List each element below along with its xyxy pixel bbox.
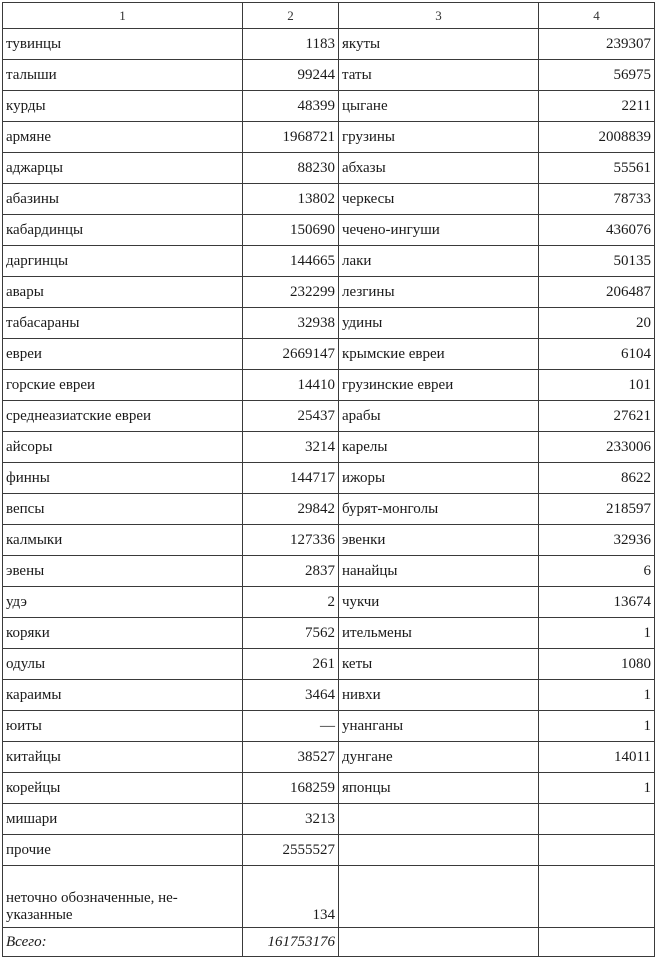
empty-cell: [339, 866, 539, 928]
population-value: 233006: [539, 432, 655, 463]
column-number-1: 1: [3, 3, 243, 29]
nationality-name: вепсы: [3, 494, 243, 525]
nationality-name: ительмены: [339, 618, 539, 649]
nationality-name: карелы: [339, 432, 539, 463]
empty-cell: [339, 928, 539, 957]
table-row: [3, 246, 655, 277]
population-value: 99244: [243, 60, 339, 91]
nationality-name: чукчи: [339, 587, 539, 618]
nationality-name: табасараны: [3, 308, 243, 339]
empty-cell: [539, 928, 655, 957]
population-value: 50135: [539, 246, 655, 277]
population-value: 3214: [243, 432, 339, 463]
nationality-name: унанганы: [339, 711, 539, 742]
nationality-name: китайцы: [3, 742, 243, 773]
nationality-name: нивхи: [339, 680, 539, 711]
nationality-name: удины: [339, 308, 539, 339]
nationality-name: коряки: [3, 618, 243, 649]
population-value: —: [243, 711, 339, 742]
population-value: 14410: [243, 370, 339, 401]
nationality-name: крымские евреи: [339, 339, 539, 370]
population-value: 8622: [539, 463, 655, 494]
table-row: [3, 60, 655, 91]
population-value: 144665: [243, 246, 339, 277]
table-row: [3, 277, 655, 308]
population-value: 7562: [243, 618, 339, 649]
nationality-name: грузины: [339, 122, 539, 153]
nationality-name: айсоры: [3, 432, 243, 463]
table-row: [3, 401, 655, 432]
nationality-name: абазины: [3, 184, 243, 215]
table-row: [3, 587, 655, 618]
population-value: 13802: [243, 184, 339, 215]
column-number-row: [3, 3, 655, 29]
population-value: 261: [243, 649, 339, 680]
population-value: 1: [539, 618, 655, 649]
table-row: [3, 618, 655, 649]
table-row: [3, 432, 655, 463]
population-value: 32936: [539, 525, 655, 556]
unspecified-row: [3, 866, 655, 928]
population-value: 1: [539, 773, 655, 804]
population-value: 3213: [243, 804, 339, 835]
population-value: [539, 804, 655, 835]
nationality-name: эвенки: [339, 525, 539, 556]
population-value: 2669147: [243, 339, 339, 370]
table-row: [3, 308, 655, 339]
population-value: 3464: [243, 680, 339, 711]
table-row: [3, 711, 655, 742]
nationality-name: финны: [3, 463, 243, 494]
nationality-name: якуты: [339, 29, 539, 60]
nationality-name: кабардинцы: [3, 215, 243, 246]
population-value: 56975: [539, 60, 655, 91]
population-value: 14011: [539, 742, 655, 773]
column-number-3: 3: [339, 3, 539, 29]
population-value: 206487: [539, 277, 655, 308]
table-row: [3, 122, 655, 153]
nationality-name: караимы: [3, 680, 243, 711]
population-value: 1: [539, 680, 655, 711]
nationality-name: удэ: [3, 587, 243, 618]
population-value: 29842: [243, 494, 339, 525]
population-value: 38527: [243, 742, 339, 773]
table-row: [3, 742, 655, 773]
table-row: [3, 773, 655, 804]
nationality-name: таты: [339, 60, 539, 91]
nationality-name: курды: [3, 91, 243, 122]
nationality-name: калмыки: [3, 525, 243, 556]
population-value: 101: [539, 370, 655, 401]
nationality-name: черкесы: [339, 184, 539, 215]
nationality-name: эвены: [3, 556, 243, 587]
population-value: 32938: [243, 308, 339, 339]
nationality-name: кеты: [339, 649, 539, 680]
population-value: 1: [539, 711, 655, 742]
nationality-name: японцы: [339, 773, 539, 804]
unspecified-value: 134: [243, 866, 339, 928]
population-value: 13674: [539, 587, 655, 618]
population-value: 144717: [243, 463, 339, 494]
population-value: 239307: [539, 29, 655, 60]
table-row: [3, 339, 655, 370]
nationality-name: бурят-монголы: [339, 494, 539, 525]
population-value: [539, 835, 655, 866]
table-row: [3, 463, 655, 494]
population-value: 150690: [243, 215, 339, 246]
table-row: [3, 556, 655, 587]
table-row: [3, 525, 655, 556]
population-value: 27621: [539, 401, 655, 432]
nationality-name: арабы: [339, 401, 539, 432]
population-value: 232299: [243, 277, 339, 308]
table-row: [3, 91, 655, 122]
population-value: 127336: [243, 525, 339, 556]
nationality-name: юиты: [3, 711, 243, 742]
population-value: 48399: [243, 91, 339, 122]
nationality-name: ижоры: [339, 463, 539, 494]
table-row: [3, 184, 655, 215]
population-value: 1080: [539, 649, 655, 680]
table-row: [3, 649, 655, 680]
nationality-name: прочие: [3, 835, 243, 866]
population-value: 2837: [243, 556, 339, 587]
population-value: 436076: [539, 215, 655, 246]
nationality-name: среднеазиатские евреи: [3, 401, 243, 432]
table-row: [3, 680, 655, 711]
table-row: [3, 153, 655, 184]
nationality-name: талыши: [3, 60, 243, 91]
population-value: 218597: [539, 494, 655, 525]
total-row: [3, 928, 655, 957]
population-value: 6: [539, 556, 655, 587]
nationality-name: тувинцы: [3, 29, 243, 60]
table-row: [3, 494, 655, 525]
nationality-name: даргинцы: [3, 246, 243, 277]
table-row: [3, 370, 655, 401]
population-value: 20: [539, 308, 655, 339]
total-value: 161753176: [243, 928, 339, 957]
population-value: 2555527: [243, 835, 339, 866]
nationality-name: [339, 835, 539, 866]
nationality-name: евреи: [3, 339, 243, 370]
population-value: 168259: [243, 773, 339, 804]
nationality-name: абхазы: [339, 153, 539, 184]
unspecified-label: неточно обозначенные, не-указанные: [3, 866, 243, 928]
nationality-name: одулы: [3, 649, 243, 680]
population-value: 2008839: [539, 122, 655, 153]
nationality-name: чечено-ингуши: [339, 215, 539, 246]
table-row: [3, 215, 655, 246]
column-number-2: 2: [243, 3, 339, 29]
census-table: [2, 2, 655, 957]
nationality-name: лезгины: [339, 277, 539, 308]
nationality-name: [339, 804, 539, 835]
nationality-name: горские евреи: [3, 370, 243, 401]
population-value: 1183: [243, 29, 339, 60]
nationality-name: авары: [3, 277, 243, 308]
table-row: [3, 804, 655, 835]
table-row: [3, 835, 655, 866]
empty-cell: [539, 866, 655, 928]
nationality-name: дунгане: [339, 742, 539, 773]
nationality-name: армяне: [3, 122, 243, 153]
population-value: 78733: [539, 184, 655, 215]
population-value: 2: [243, 587, 339, 618]
population-value: 6104: [539, 339, 655, 370]
table-row: [3, 29, 655, 60]
population-value: 55561: [539, 153, 655, 184]
population-value: 88230: [243, 153, 339, 184]
nationality-name: нанайцы: [339, 556, 539, 587]
nationality-name: лаки: [339, 246, 539, 277]
nationality-name: аджарцы: [3, 153, 243, 184]
population-value: 25437: [243, 401, 339, 432]
population-value: 2211: [539, 91, 655, 122]
nationality-name: корейцы: [3, 773, 243, 804]
nationality-name: цыгане: [339, 91, 539, 122]
column-number-4: 4: [539, 3, 655, 29]
nationality-name: мишари: [3, 804, 243, 835]
population-value: 1968721: [243, 122, 339, 153]
total-label: Всего:: [3, 928, 243, 957]
nationality-name: грузинские евреи: [339, 370, 539, 401]
